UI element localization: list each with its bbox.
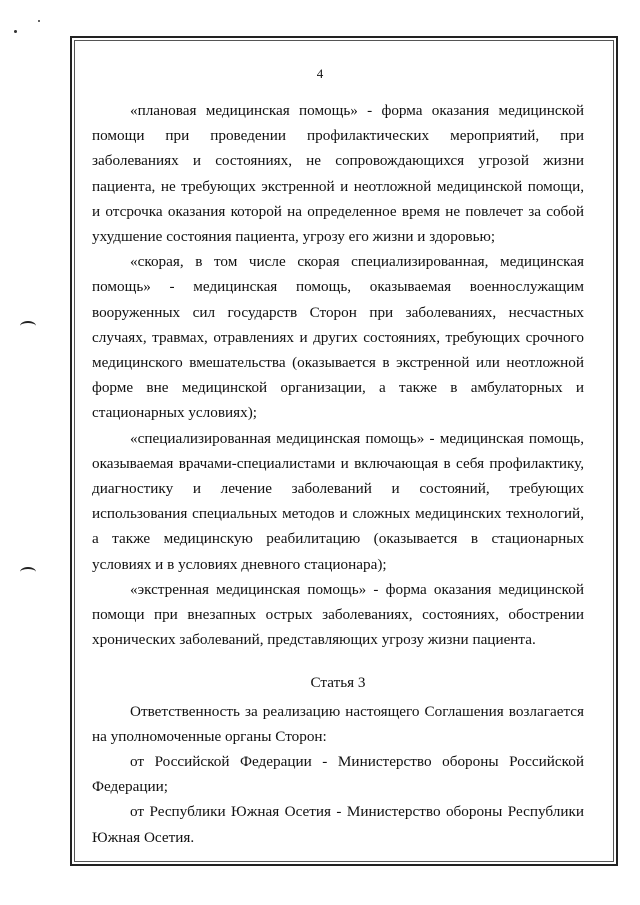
definition-specialized-care: «специализированная медицинская помощь» - медицинская помощь, оказываемая врачами-специалистами и включающая в себя профилактику, диагностику и лечение заболеваний и состояний, требующих использования специальных методов и сложных медицинских технологий, а также медицинскую реабилитацию (оказывается в стационарных условиях и в условиях дневного стационара); (92, 429, 584, 573)
article-paragraph: Ответственность за реализацию настоящего Соглашения возлагается на уполномоченные органы Сторон: (92, 702, 584, 745)
article-heading: Статья 3 (310, 674, 366, 692)
scan-speck (38, 20, 40, 22)
binding-hole-mark (20, 321, 36, 331)
page-number: 4 (316, 66, 324, 81)
definition-urgent-care: «экстренная медицинская помощь» - форма оказания медицинской помощи при внезапных острых заболеваниях, состояниях, обострении хронических заболеваний, представляющих угрозу жизни пациента. (92, 580, 584, 649)
document-body (92, 98, 584, 850)
article-paragraph: от Российской Федерации - Министерство обороны Российской Федерации; (92, 753, 584, 796)
article-paragraph: от Республики Южная Осетия - Министерство обороны Республики Южная Осетия. (92, 803, 584, 846)
definition-planned-care: «плановая медицинская помощь» - форма оказания медицинской помощи при проведении профилактических мероприятий, при заболеваниях и состояниях, не сопровождающихся угрозой жизни пациента, не требующих экстренной и неотложной медицинской помощи, и отсрочка оказания которой на определенное время не повлечет за собой ухудшение состояния пациента, угрозу его жизни и здоровью; (92, 102, 584, 246)
definition-emergency-ambulance-care: «скорая, в том числе скорая специализированная, медицинская помощь» - медицинская помощь, оказываемая военнослужащим вооруженных сил государств Сторон при заболеваниях, несчастных случаях, травмах, отравлениях и других состояниях, требующих срочного медицинского вмешательства (оказывается в экстренной или неотложной форме вне медицинской организации, а также в амбулаторных и стационарных условиях); (92, 253, 584, 422)
scan-speck (14, 30, 17, 33)
binding-hole-mark (20, 567, 36, 577)
